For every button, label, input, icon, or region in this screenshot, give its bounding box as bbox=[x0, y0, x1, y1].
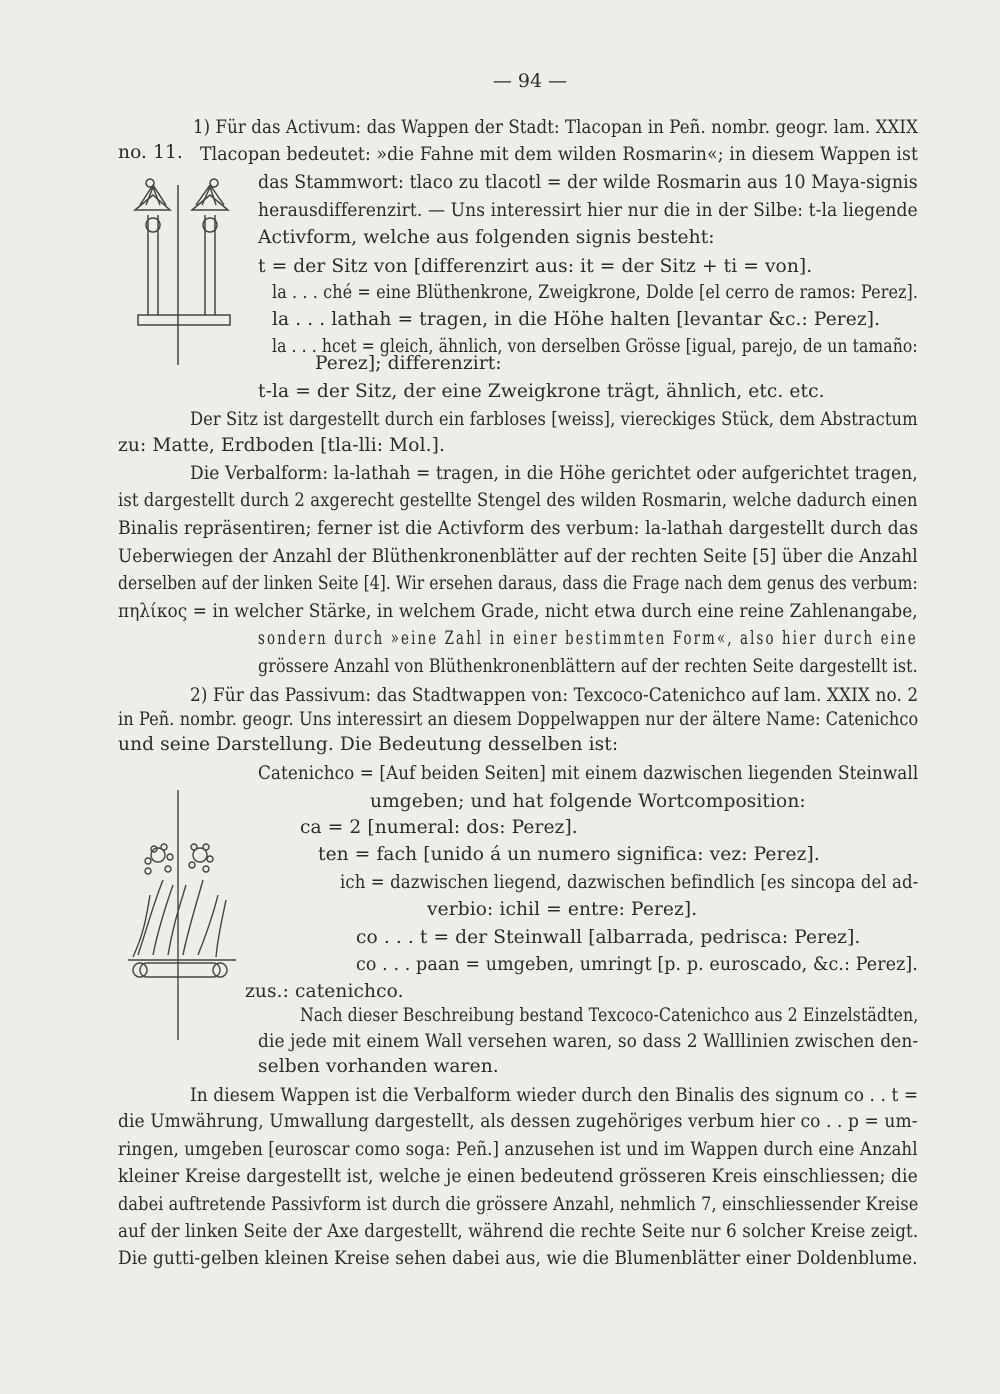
text-line: t = der Sitz von [differenzirt aus: it = der Sitz + ti = von]. bbox=[258, 256, 813, 277]
text-line: Tlacopan bedeutet: »die Fahne mit dem wilden Rosmarin«; in diesem Wappen ist bbox=[200, 144, 919, 165]
tlacopan-emblem-figure bbox=[130, 165, 255, 395]
text-line: zu: Matte, Erdboden [tla-lli: Mol.]. bbox=[118, 435, 446, 456]
text-line: la . . . lathah = tragen, in die Höhe halten [levantar &c.: Perez]. bbox=[272, 309, 881, 330]
text-line: Ueberwiegen der Anzahl der Blüthenkronenblätter auf der rechten Seite [5] über die Anzahl bbox=[118, 546, 918, 567]
text-line: Catenichco = [Auf beiden Seiten] mit einem dazwischen liegenden Steinwall bbox=[258, 763, 919, 784]
text-line: co . . . t = der Steinwall [albarrada, pedrisca: Perez]. bbox=[356, 927, 861, 948]
text-line: Binalis repräsentiren; ferner ist die Activform des verbum: la-lathah dargestellt durch das bbox=[118, 518, 919, 539]
text-line: la . . . hcet = gleich, ähnlich, von derselben Grösse [igual, parejo, de un tamaño: bbox=[272, 336, 918, 357]
text-line: umgeben; und hat folgende Wortcomposition: bbox=[370, 791, 806, 812]
text-line: und seine Darstellung. Die Bedeutung desselben ist: bbox=[118, 734, 619, 755]
text-line: derselben auf der linken Seite [4]. Wir ersehen daraus, dass die Frage nach dem genus des verbum: bbox=[118, 573, 918, 594]
text-line: co . . . paan = umgeben, umringt [p. p. euroscado, &c.: Perez]. bbox=[356, 954, 918, 975]
text-line: 2) Für das Passivum: das Stadtwappen von: Texcoco-Catenichco auf lam. XXIX no. 2 bbox=[190, 685, 919, 706]
text-line: Der Sitz ist dargestellt durch ein farbloses [weiss], viereckiges Stück, dem Abstractum bbox=[190, 409, 918, 430]
text-line: In diesem Wappen ist die Verbalform wieder durch den Binalis des signum co . . t = bbox=[190, 1085, 919, 1106]
text-line: herausdifferenzirt. — Uns interessirt hier nur die in der Silbe: t-la liegende bbox=[258, 200, 918, 221]
text-line: sondern durch »eine Zahl in einer bestimmten Form«, also hier durch eine bbox=[258, 628, 918, 649]
text-line: kleiner Kreise dargestellt ist, welche je einen bedeutend grösseren Kreis einschliessen; die bbox=[118, 1166, 918, 1187]
text-line: in Peñ. nombr. geogr. Uns interessirt an diesem Doppelwappen nur der ältere Name: Catenichco bbox=[118, 709, 919, 730]
text-line: ca = 2 [numeral: dos: Perez]. bbox=[300, 817, 578, 838]
text-line: die Umwährung, Umwallung dargestellt, als dessen zugehöriges verbum hier co . . p = um- bbox=[118, 1111, 918, 1132]
page-number: — 94 — bbox=[492, 70, 568, 92]
text-line: selben vorhanden waren. bbox=[258, 1056, 499, 1077]
text-line: 1) Für das Activum: das Wappen der Stadt: Tlacopan in Peñ. nombr. geogr. lam. XXIX bbox=[193, 117, 918, 138]
text-line: πηλίκος = in welcher Stärke, in welchem Grade, nicht etwa durch eine reine Zahlenangabe, bbox=[118, 601, 918, 622]
text-line: verbio: ichil = entre: Perez]. bbox=[427, 899, 698, 920]
text-line: t-la = der Sitz, der eine Zweigkrone trägt, ähnlich, etc. etc. bbox=[258, 381, 825, 402]
text-line: Die Verbalform: la-lathah = tragen, in die Höhe gerichtet oder aufgerichtet tragen, bbox=[190, 463, 918, 484]
margin-note: no. 11. bbox=[118, 142, 183, 163]
text-line: ist dargestellt durch 2 axgerecht gestellte Stengel des wilden Rosmarin, welche dadurch einen bbox=[118, 490, 918, 511]
text-line: ten = fach [unido á un numero significa: vez: Perez]. bbox=[318, 844, 820, 865]
text-line: Nach dieser Beschreibung bestand Texcoco-Catenichco aus 2 Einzelstädten, bbox=[300, 1005, 919, 1026]
text-line: Perez]; differenzirt: bbox=[315, 353, 502, 374]
text-line: auf der linken Seite der Axe dargestellt, während die rechte Seite nur 6 solcher Kreise zeigt. bbox=[118, 1221, 919, 1242]
catenichco-emblem-figure bbox=[118, 785, 248, 1045]
text-line: die jede mit einem Wall versehen waren, so dass 2 Walllinien zwischen den- bbox=[258, 1031, 919, 1052]
text-line: la . . . ché = eine Blüthenkrone, Zweigkrone, Dolde [el cerro de ramos: Perez]. bbox=[272, 282, 919, 303]
text-line: grössere Anzahl von Blüthenkronenblättern auf der rechten Seite dargestellt ist. bbox=[258, 656, 918, 677]
text-line: ich = dazwischen liegend, dazwischen befindlich [es sincopa del ad- bbox=[340, 872, 919, 893]
text-line: Activform, welche aus folgenden signis besteht: bbox=[258, 227, 715, 248]
text-line: das Stammwort: tlaco zu tlacotl = der wilde Rosmarin aus 10 Maya-signis bbox=[258, 172, 918, 193]
text-line: ringen, umgeben [euroscar como soga: Peñ.] anzusehen ist und im Wappen durch eine Anzahl bbox=[118, 1139, 918, 1160]
text-line: zus.: catenichco. bbox=[245, 981, 404, 1002]
text-line: dabei auftretende Passivform ist durch die grössere Anzahl, nehmlich 7, einschliessender Kreise bbox=[118, 1194, 919, 1215]
text-line: Die gutti-gelben kleinen Kreise sehen dabei aus, wie die Blumenblätter einer Doldenblume. bbox=[118, 1248, 918, 1269]
